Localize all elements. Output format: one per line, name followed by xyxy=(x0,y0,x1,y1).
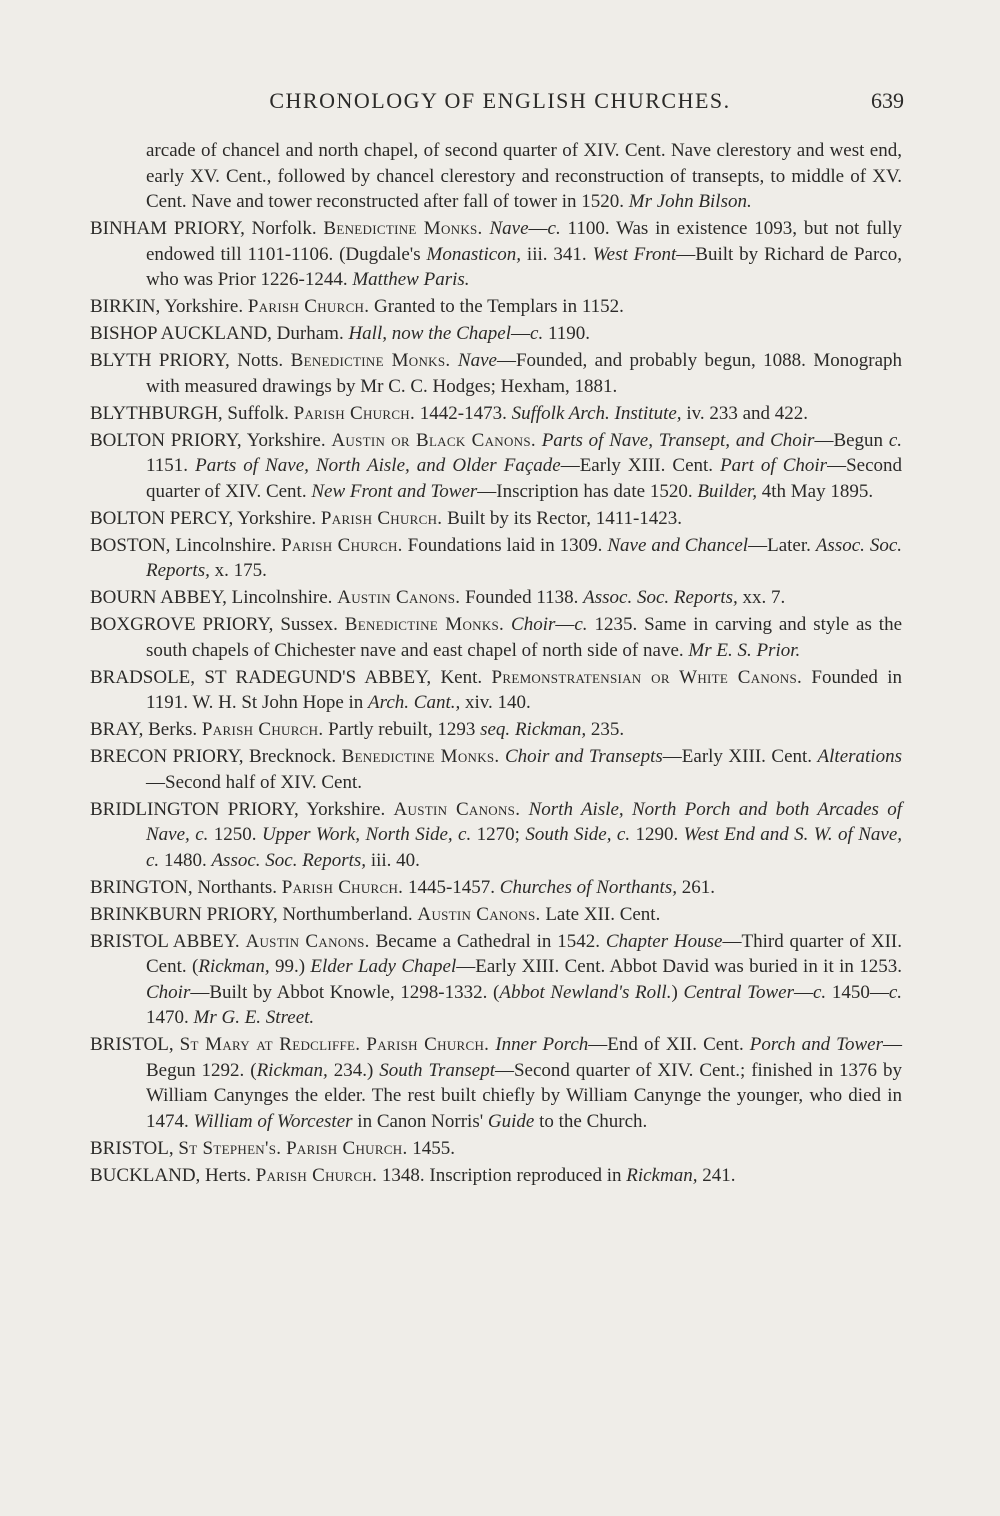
entry-text: —Second quarter of XIV. Cent.; finished in 1376 by William Canynges the elder. The rest built chiefly by William Canynge the younger, who died in 1474. xyxy=(146,1059,902,1132)
italic-text: seq. xyxy=(480,719,511,740)
small-caps-text: Parish Church. xyxy=(293,402,416,424)
italic-text: Nave xyxy=(457,350,497,371)
italic-text: Parts of Nave, North Aisle, and Older Façade xyxy=(195,455,561,476)
small-caps-text: St Stephen's. xyxy=(178,1137,282,1159)
italic-text: Builder, xyxy=(697,480,757,502)
entry-text: —Built by Richard de Parco, who was Prior 1226-1244. xyxy=(146,243,903,290)
entry-text: BLYTHBURGH, Suffolk. xyxy=(90,402,294,424)
small-caps-text: Premonstratensian or White Canons. xyxy=(491,666,803,688)
entry-text: 1190. xyxy=(543,323,590,344)
entry-text: Became a Cathedral in 1542. xyxy=(369,930,606,952)
entry-text: BOURN ABBEY, Lincolnshire. xyxy=(90,587,338,608)
entry-text: BRINGTON, Northants. xyxy=(90,876,282,898)
entry-text: 234.) xyxy=(327,1059,380,1081)
entry-text: Foundations laid in 1309. xyxy=(402,534,608,556)
entry-text: BOLTON PRIORY, Yorkshire. xyxy=(90,429,332,451)
small-caps-text: Parish Church. xyxy=(247,296,370,317)
entry-text: Founded in 1191. W. H. St John Hope in xyxy=(146,666,903,713)
entry-text: BRIDLINGTON PRIORY, Yorkshire. xyxy=(90,798,394,820)
small-caps-text: Parish Church. xyxy=(286,1137,408,1159)
entry-text: 1348. Inscription reproduced in xyxy=(377,1164,627,1186)
church-entry xyxy=(90,902,902,928)
italic-text: Part of Choir xyxy=(720,455,828,476)
church-entry xyxy=(90,665,902,716)
church-entry xyxy=(90,1136,902,1162)
italic-text: c. xyxy=(530,323,544,344)
entry-text: 241. xyxy=(697,1164,736,1186)
italic-text: Rickman, xyxy=(514,719,587,740)
church-entry xyxy=(90,929,902,1031)
italic-text: Choir and Transepts xyxy=(505,746,663,767)
italic-text: Matthew Paris. xyxy=(352,269,470,290)
entry-text: arcade of chancel and north chapel, of second quarter of XIV. Cent. Nave clerestory and west end, early XV. Cent., followed by chancel clerestory and reconstruction of transepts, to middle of XV. Cent. Nave and tower reconstructed after fall of tower in 1520. xyxy=(146,140,902,212)
italic-text: Central Tower xyxy=(683,981,794,1003)
entry-text: 1445-1457. xyxy=(403,876,500,898)
italic-text: Assoc. Soc. Reports, xyxy=(146,534,903,581)
italic-text: Rickman, xyxy=(198,956,270,977)
italic-text: Inner Porch xyxy=(495,1034,589,1055)
entry-text: 261. xyxy=(676,876,715,898)
small-caps-text: Parish Church. xyxy=(201,719,324,740)
entry-text: —Second quarter of XIV. Cent. xyxy=(146,455,903,502)
entry-text: 1450— xyxy=(826,981,889,1003)
italic-text: New Front and Tower xyxy=(311,480,478,502)
entry-text: x. 175. xyxy=(209,560,267,581)
small-caps-text: Parish Church. xyxy=(281,534,403,556)
entry-text: BRISTOL ABBEY. xyxy=(90,930,246,952)
italic-text: c. xyxy=(888,981,903,1003)
entry-text: — xyxy=(555,614,575,635)
entry-text: —Early XIII. Cent. xyxy=(560,455,721,476)
entry-text: 235. xyxy=(586,719,625,740)
church-entry xyxy=(90,612,902,663)
small-caps-text: Benedictine Monks. xyxy=(344,614,505,635)
entry-text: BRECON PRIORY, Brecknock. xyxy=(90,746,342,767)
entry-text: iii. 341. xyxy=(521,243,593,265)
italic-text: William of Worcester xyxy=(193,1110,353,1132)
entry-text: 1235. Same in carving and style as the south chapels of Chichester nave and east chapel of north side of nave. xyxy=(146,614,902,661)
italic-text: North Aisle, North Porch and both Arcades of Nave, c. xyxy=(146,798,903,845)
entry-text: — xyxy=(793,981,813,1003)
entry-text: Partly rebuilt, 1293 xyxy=(323,719,481,740)
small-caps-text: Benedictine Monks. xyxy=(323,218,483,239)
italic-text: c. xyxy=(812,981,827,1003)
entry-text: BUCKLAND, Herts. xyxy=(90,1164,256,1186)
italic-text: Mr E. S. Prior. xyxy=(688,639,801,661)
italic-text: South Transept xyxy=(379,1059,495,1081)
entry-text: —Later. xyxy=(748,534,816,556)
italic-text: Upper Work, North Side, c. xyxy=(261,824,472,845)
small-caps-text: Austin Canons. xyxy=(417,903,541,925)
entry-text: BLYTH PRIORY, Notts. xyxy=(90,350,291,371)
entry-text: to the Church. xyxy=(534,1110,648,1132)
italic-text: c. xyxy=(888,429,903,451)
small-caps-text: Benedictine Monks. xyxy=(341,746,500,767)
church-entry xyxy=(90,585,902,611)
continued-entry xyxy=(90,138,902,215)
italic-text: Parts of Nave, Transept, and Choir xyxy=(541,429,815,451)
entry-text: in Canon Norris' xyxy=(352,1110,488,1132)
entry-text: iii. 40. xyxy=(366,849,420,871)
italic-text: Suffolk Arch. Institute, xyxy=(511,402,682,424)
entry-text: 1250. xyxy=(208,824,262,845)
entries-list xyxy=(90,138,902,1190)
italic-text: Alterations xyxy=(817,746,902,767)
entry-text: Granted to the Templars in 1152. xyxy=(369,296,624,317)
italic-text: Nave and Chancel xyxy=(607,534,749,556)
entry-text: —Begun xyxy=(814,429,889,451)
italic-text: Mr John Bilson. xyxy=(628,191,752,212)
entry-text: BOXGROVE PRIORY, Sussex. xyxy=(90,614,345,635)
small-caps-text: Parish Church. xyxy=(366,1034,490,1055)
entry-text: BRAY, Berks. xyxy=(90,719,202,740)
church-entry xyxy=(90,216,902,293)
entry-text: —Early XIII. Cent. xyxy=(662,746,818,767)
entry-text: 1270; xyxy=(471,824,526,845)
church-entry xyxy=(90,294,902,320)
church-entry xyxy=(90,348,902,399)
italic-text: c. xyxy=(547,218,561,239)
italic-text: Monasticon, xyxy=(426,243,521,265)
italic-text: Mr G. E. Street. xyxy=(193,1007,315,1028)
italic-text: Choir xyxy=(146,981,191,1003)
small-caps-text: Parish Church. xyxy=(320,507,443,529)
church-entry xyxy=(90,875,902,901)
italic-text: Hall, now the Chapel xyxy=(348,323,512,344)
entry-text: — xyxy=(511,323,531,344)
small-caps-text: Austin or Black Canons. xyxy=(331,429,536,451)
entry-text xyxy=(450,350,457,371)
italic-text: West Front xyxy=(592,243,677,265)
entry-text: 1100. Was in existence 1093, but not fully endowed till 1101-1106. (Dugdale's xyxy=(146,218,902,265)
entry-text: —Founded, and probably begun, 1088. Monograph with measured drawings by Mr C. C. Hodges; Hexham, 1881. xyxy=(146,350,902,397)
italic-text: Elder Lady Chapel xyxy=(310,956,457,977)
small-caps-text: Benedictine Monks. xyxy=(290,350,451,371)
entry-text: Built by its Rector, 1411-1423. xyxy=(442,507,683,529)
small-caps-text: Parish Church. xyxy=(255,1164,378,1186)
small-caps-text: Austin Canons. xyxy=(245,930,370,952)
church-entry xyxy=(90,744,902,795)
church-entry xyxy=(90,506,902,532)
italic-text: Churches of Northants, xyxy=(499,876,677,898)
church-entry xyxy=(90,533,902,584)
italic-text: Arch. Cant., xyxy=(368,692,461,713)
italic-text: South Side, c. xyxy=(525,824,631,845)
entry-text: BRADSOLE, ST RADEGUND'S ABBEY, Kent. xyxy=(90,666,492,688)
entry-text: —Begun 1292. ( xyxy=(146,1034,903,1081)
entry-text xyxy=(520,799,528,820)
entry-text: 4th May 1895. xyxy=(756,480,874,502)
entry-text: —Second half of XIV. Cent. xyxy=(146,771,363,793)
small-caps-text: Austin Canons. xyxy=(393,798,521,820)
entry-text: 1480. xyxy=(159,849,212,871)
entry-text: BIRKIN, Yorkshire. xyxy=(90,296,248,317)
entry-text: BOSTON, Lincolnshire. xyxy=(90,534,282,556)
church-entry xyxy=(90,717,902,743)
italic-text: Nave xyxy=(489,218,529,239)
entry-text: —Built by Abbot Knowle, 1298-1332. ( xyxy=(190,981,500,1003)
entry-text: —Inscription has date 1520. xyxy=(477,480,698,502)
church-entry xyxy=(90,1032,902,1134)
entry-text: 1151. xyxy=(146,455,196,476)
small-caps-text: Austin Canons. xyxy=(337,587,461,608)
italic-text: West End and S. W. of Nave, c. xyxy=(146,824,902,871)
italic-text: Guide xyxy=(487,1110,535,1132)
entry-text: xiv. 140. xyxy=(460,692,531,713)
entry-text: — xyxy=(528,218,548,239)
italic-text: Rickman, xyxy=(626,1164,698,1186)
running-title: CHRONOLOGY OF ENGLISH CHURCHES. xyxy=(269,88,731,113)
entry-text: —Early XIII. Cent. Abbot David was buried in it in 1253. xyxy=(456,956,903,977)
page-header xyxy=(0,88,1000,118)
entry-text: BINHAM PRIORY, Norfolk. xyxy=(90,218,324,239)
church-entry xyxy=(90,321,902,347)
entry-text: Late XII. Cent. xyxy=(540,903,661,925)
entry-text: BRISTOL, xyxy=(90,1137,179,1159)
italic-text: Choir xyxy=(511,614,556,635)
entry-text: BRINKBURN PRIORY, Northumberland. xyxy=(90,903,418,925)
entry-text: BISHOP AUCKLAND, Durham. xyxy=(90,323,349,344)
church-entry xyxy=(90,797,902,874)
entry-text: Founded 1138. xyxy=(460,587,584,608)
entry-text: —Third quarter of XII. Cent. ( xyxy=(146,930,903,977)
small-caps-text: St Mary at Redcliffe. xyxy=(179,1034,361,1055)
italic-text: c. xyxy=(574,614,588,635)
italic-text: Rickman, xyxy=(256,1059,328,1081)
italic-text: Assoc. Soc. Reports, xyxy=(211,849,367,871)
entry-text: ) xyxy=(671,981,684,1003)
small-caps-text: Parish Church. xyxy=(281,876,404,898)
entry-text: xx. 7. xyxy=(737,587,786,608)
church-entry xyxy=(90,401,902,427)
italic-text: Porch and Tower xyxy=(749,1034,884,1055)
church-entry xyxy=(90,1163,902,1189)
entry-text: iv. 233 and 422. xyxy=(681,402,809,424)
entry-text: 99.) xyxy=(269,956,311,977)
italic-text: Assoc. Soc. Reports, xyxy=(583,587,738,608)
italic-text: Abbot Newland's Roll. xyxy=(499,981,672,1003)
entry-text: 1470. xyxy=(146,1007,194,1028)
entry-text: BOLTON PERCY, Yorkshire. xyxy=(90,507,321,529)
entry-text: BRISTOL, xyxy=(90,1034,180,1055)
entry-text xyxy=(504,614,511,635)
entry-text: 1455. xyxy=(407,1137,456,1159)
entry-text: —End of XII. Cent. xyxy=(588,1034,750,1055)
page-number: 639 xyxy=(871,88,904,113)
entry-text: 1442-1473. xyxy=(415,402,512,424)
church-entry xyxy=(90,428,902,505)
entry-text: 1290. xyxy=(630,824,684,845)
italic-text: Chapter House xyxy=(605,930,723,952)
